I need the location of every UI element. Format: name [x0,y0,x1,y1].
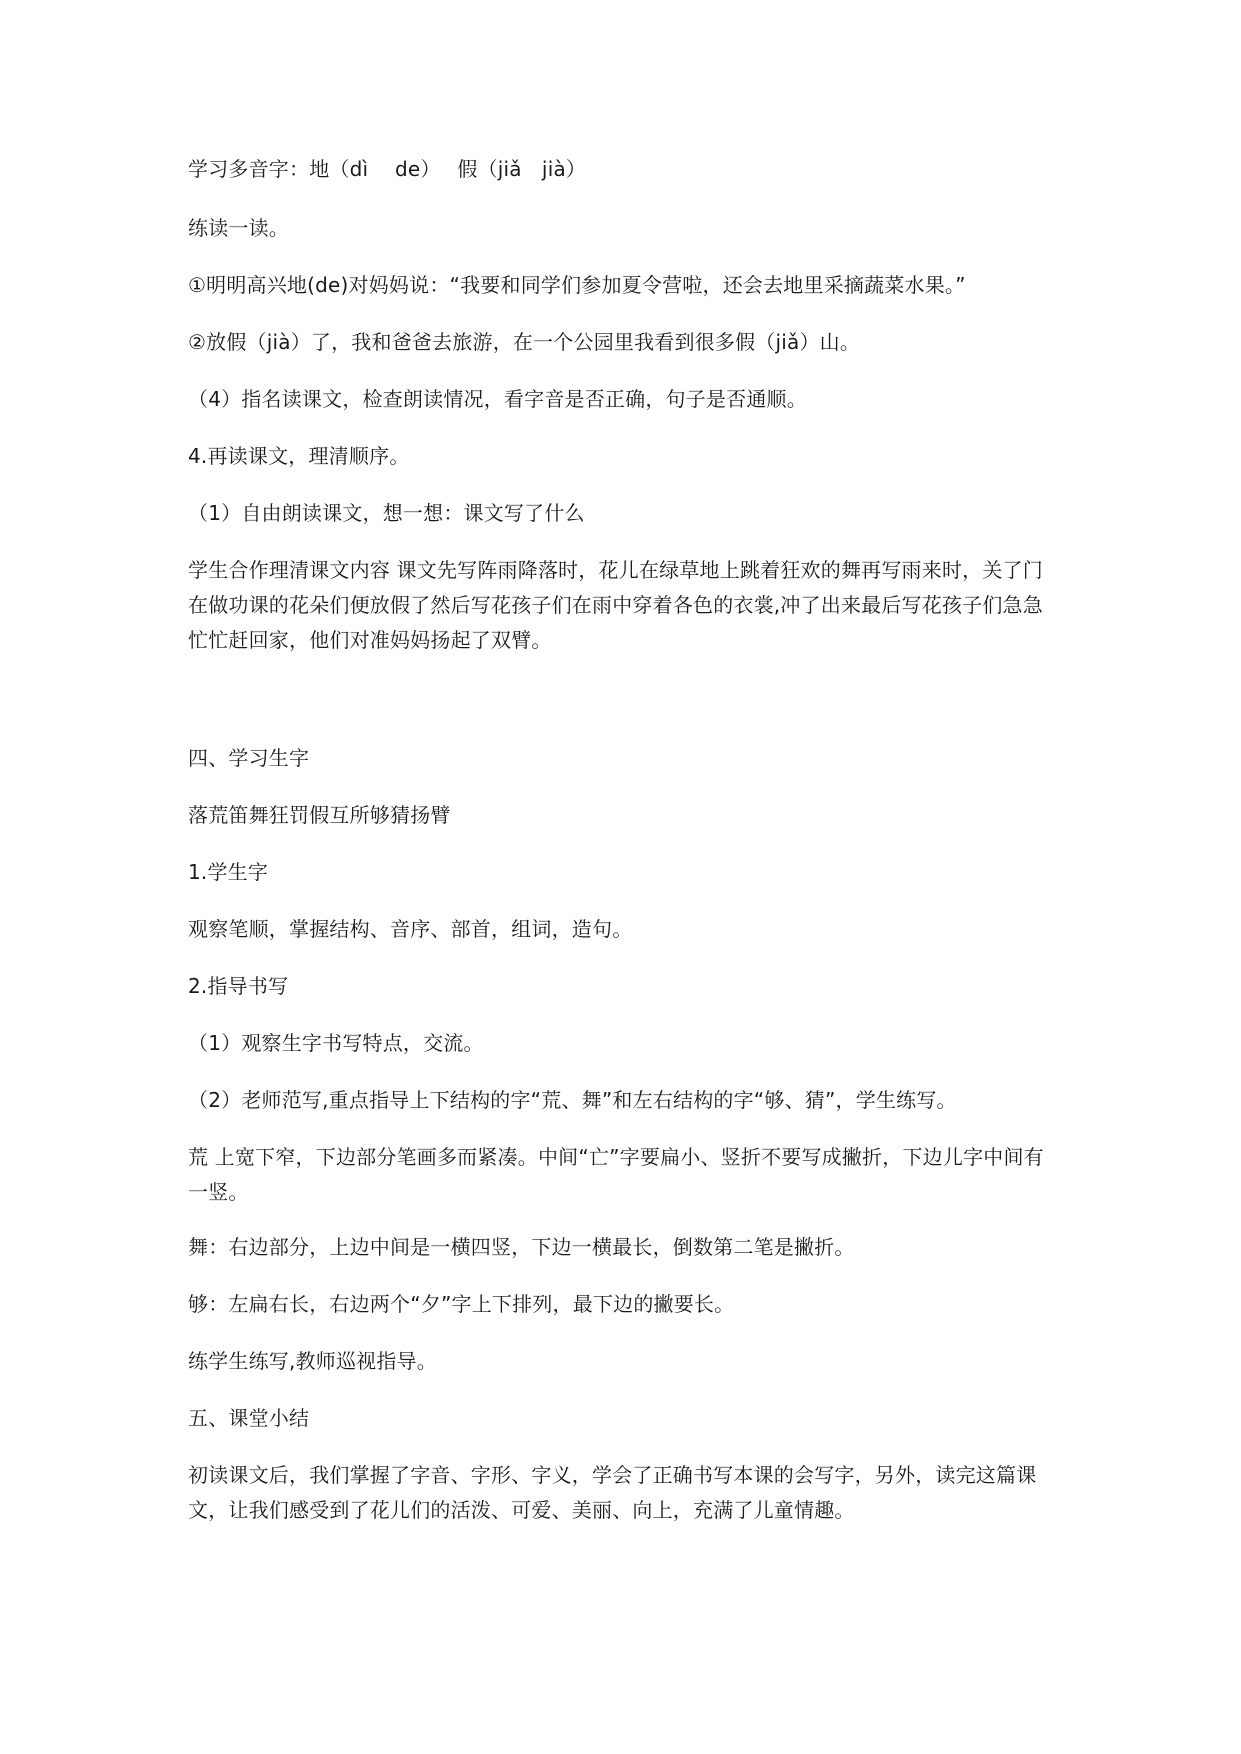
content-summary-paragraph: 学生合作理清课文内容 课文先写阵雨降落时，花儿在绿草地上跳着狂欢的舞再写雨来时，关了门在做功课的花朵们便放假了然后写花孩子们在雨中穿着各色的衣裳,冲了出来最后写花孩子们急急忙忙赶回家，他们对准妈妈扬起了双臂。 [188,558,1043,652]
learn-characters-heading: 1.学生字 [188,860,269,884]
example-sentence-2: ②放假（jià）了，我和爸爸去旅游，在一个公园里我看到很多假（jiǎ）山。 [188,330,861,354]
polyphone-heading: 学习多音字：地（dì de） 假（jiǎ jià） [188,157,587,181]
example-sentence-1: ①明明高兴地(de)对妈妈说：“我要和同学们参加夏令营啦，还会去地里采摘蔬菜水果。” [188,273,966,297]
reread-heading: 4.再读课文，理清顺序。 [188,444,410,468]
section-five-heading: 五、课堂小结 [188,1406,310,1430]
character-wu-note: 舞：右边部分，上边中间是一横四竖，下边一横最长，倒数第二笔是撇折。 [188,1235,855,1259]
free-reading-step: （1）自由朗读课文，想一想：课文写了什么 [188,501,585,525]
step-4-read-aloud: （4）指名读课文，检查朗读情况，看字音是否正确，句子是否通顺。 [188,387,807,411]
writing-guidance-heading: 2.指导书写 [188,974,289,998]
character-gou-note: 够：左扁右长，右边两个“夕”字上下排列，最下边的撇要长。 [188,1292,735,1316]
section-four-heading: 四、学习生字 [188,746,310,770]
practice-reading-line: 练读一读。 [188,216,289,240]
character-huang-note: 荒 上宽下窄，下边部分笔画多而紧凑。中间“亡”字要扁小、竖折不要写成撇折，下边儿字中间有一竖。 [188,1145,1044,1204]
observe-features-step: （1）观察生字书写特点，交流。 [188,1031,484,1055]
practice-writing-line: 练学生练写,教师巡视指导。 [188,1349,437,1373]
observe-strokes-line: 观察笔顺，掌握结构、音序、部首，组词，造句。 [188,917,633,941]
class-summary-paragraph: 初读课文后，我们掌握了字音、字形、字义，学会了正确书写本课的会写字，另外，读完这篇课文，让我们感受到了花儿们的活泼、可爱、美丽、向上，充满了儿童情趣。 [188,1463,1037,1522]
new-characters-list: 落荒笛舞狂罚假互所够猜扬臂 [188,803,451,827]
teacher-demo-step: （2）老师范写,重点指导上下结构的字“荒、舞”和左右结构的字“够、猜”，学生练写。 [188,1088,957,1112]
